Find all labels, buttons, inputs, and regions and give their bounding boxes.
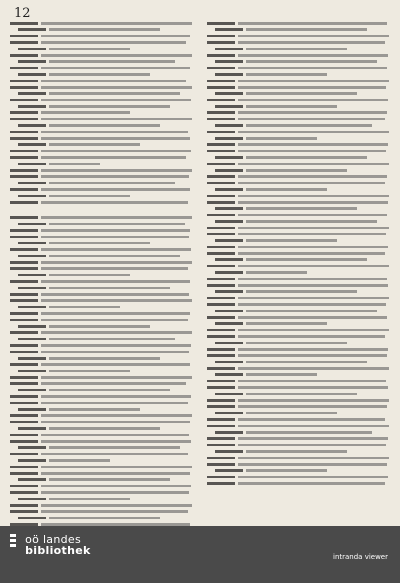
directory-entry-line xyxy=(10,199,195,205)
viewer-label: intranda viewer xyxy=(333,553,388,561)
library-logo xyxy=(10,534,91,556)
entry-gap xyxy=(10,205,195,214)
logo-line-1: oö landes xyxy=(25,533,81,546)
directory-entry-line xyxy=(207,480,392,486)
left-text-column xyxy=(10,20,195,526)
logo-mark-icon xyxy=(10,534,16,549)
right-text-column xyxy=(207,20,392,487)
logo-line-2: bibliothek xyxy=(25,544,91,557)
page-number: 12 xyxy=(14,6,31,21)
